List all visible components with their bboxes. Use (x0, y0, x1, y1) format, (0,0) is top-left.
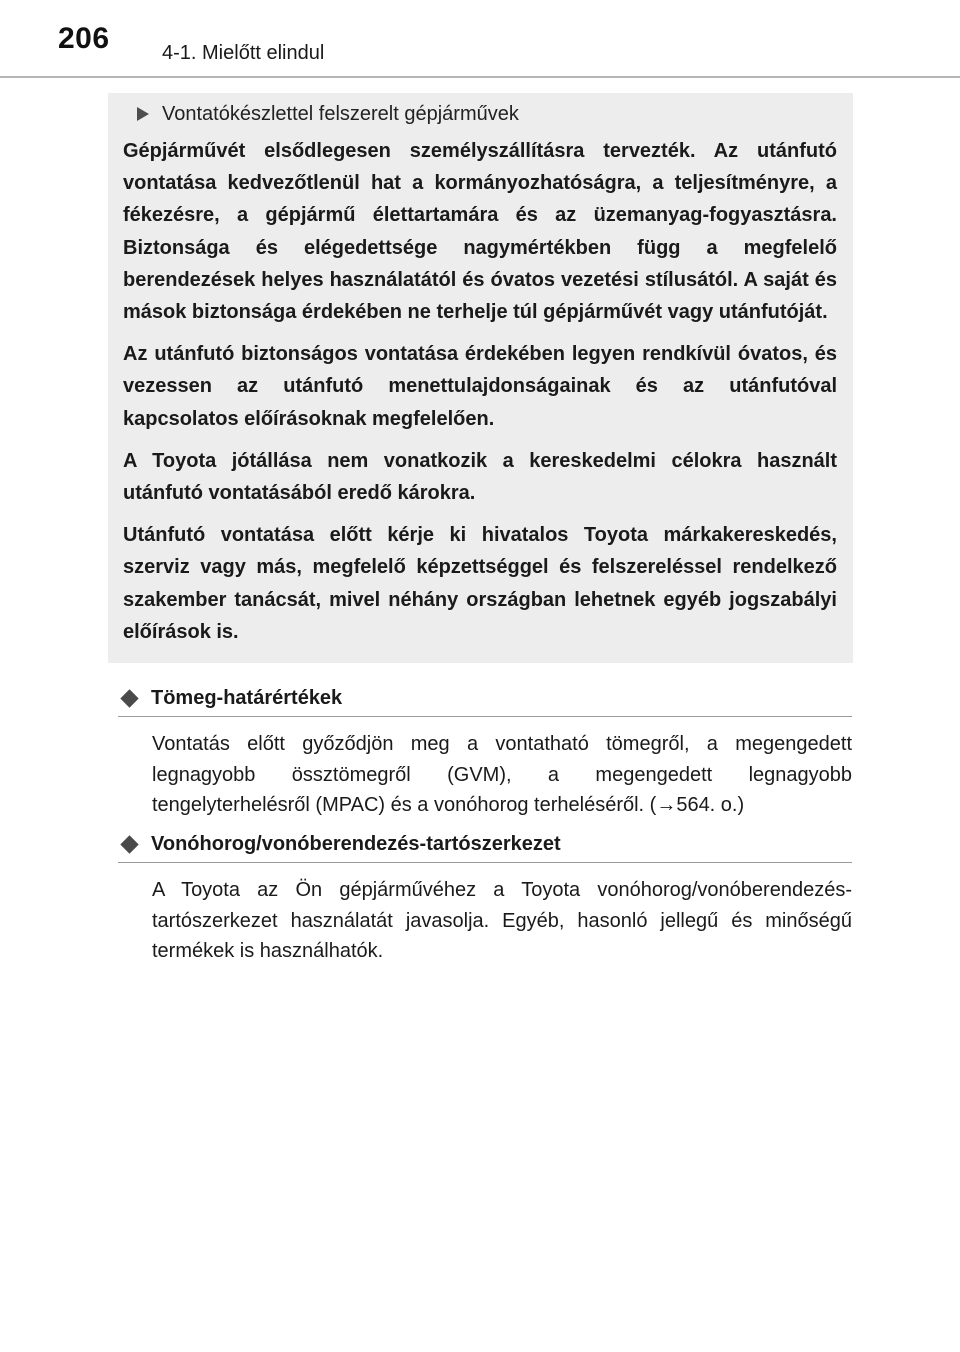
page-header (0, 0, 960, 78)
towing-info-box (108, 93, 853, 663)
info-paragraph: Gépjárművét elsődlegesen személyszállításra tervezték. Az utánfutó vontatása kedvezőtlenül hat a kormányozhatóságra, a teljesítményre, a fékezésre, a gépjármű élettartamára és az üzemanyag-fogyasztásra. Biztonsága és elégedettsége nagymértékben függ a megfelelő berendezések helyes használatától és óvatos vezetési stílusától. A saját és mások biztonsága érdekében ne terhelje túl gépjárművét vagy utánfutóját. (123, 140, 837, 324)
section-heading (118, 680, 852, 717)
section-body: Vontatás előtt győződjön meg a vontatható tömegről, a megengedett legnagyobb össztömegről (GVM), a megengedett legnagyobb tengelyterhelésről (MPAC) és a vonóhorog terheléséről. (→564. o.) (152, 733, 852, 816)
triangle-bullet-icon (137, 107, 149, 121)
info-paragraph: Az utánfutó biztonságos vontatása érdekében legyen rendkívül óvatos, és vezessen az utánfutó menettulajdonságainak és az utánfutóval kapcsolatos előírásoknak megfelelően. (123, 343, 837, 430)
info-paragraph: Utánfutó vontatása előtt kérje ki hivatalos Toyota márkakereskedés, szerviz vagy más, megfelelő képzettséggel és felszereléssel rendelkező szakember tanácsát, mivel néhány országban lehetnek egyéb jogszabályi előírások is. (123, 524, 837, 643)
diamond-bullet-icon (120, 835, 138, 853)
header-divider (0, 76, 960, 78)
page-number: 206 (58, 22, 110, 55)
section-weight-limits (118, 680, 852, 821)
info-box-heading-text: Vontatókészlettel felszerelt gépjárművek (162, 102, 519, 125)
info-paragraph: A Toyota jótállása nem vonatkozik a kereskedelmi célokra használt utánfutó vontatásából eredő károkra. (123, 449, 837, 505)
diamond-bullet-icon (120, 689, 138, 707)
info-box-heading (137, 95, 837, 133)
section-body: A Toyota az Ön gépjárművéhez a Toyota vonóhorog/vonóberendezés-tartószerkezet használatát javasolja. Egyéb, hasonló jellegű és minőségű termékek is használhatók. (152, 879, 852, 962)
chapter-title: 4-1. Mielőtt elindul (162, 42, 325, 64)
section-heading (118, 826, 852, 863)
section-heading-text: Vonóhorog/vonóberendezés-tartószerkezet (151, 832, 561, 855)
section-heading-text: Tömeg-határértékek (151, 686, 343, 709)
section-towbar-bracket (118, 826, 852, 967)
